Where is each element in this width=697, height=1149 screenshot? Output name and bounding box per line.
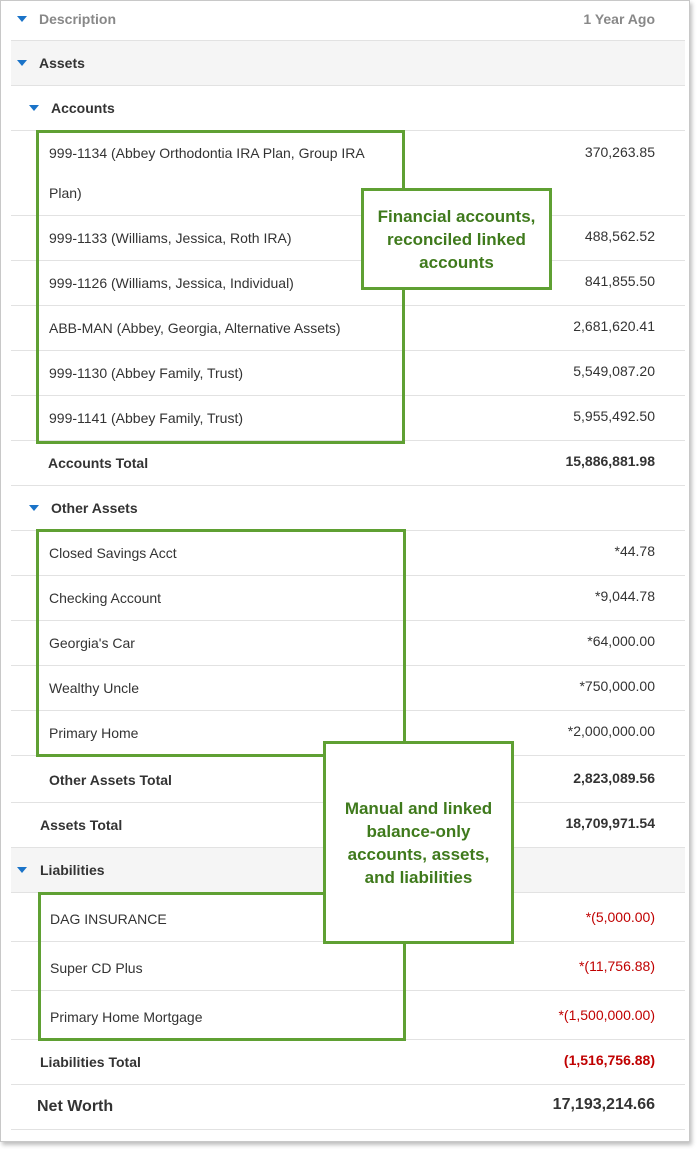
net-worth-label: Net Worth [37,1098,114,1115]
account-name[interactable]: 999-1126 (Williams, Jessica, Individual) [49,275,294,291]
asset-name[interactable]: Wealthy Uncle [49,680,140,696]
assets-section-header[interactable] [11,41,685,86]
assets-total-value: 18,709,971.54 [565,815,655,831]
other-assets-total-label: Other Assets Total [49,772,172,788]
asset-name[interactable]: Primary Home [49,725,139,741]
chevron-down-icon[interactable] [29,105,39,111]
accounts-total-label: Accounts Total [48,455,149,471]
asset-value: *44.78 [614,543,655,559]
period-column-header[interactable]: 1 Year Ago [583,11,655,27]
other-assets-subsection-header[interactable] [11,486,685,531]
account-value: 488,562.52 [584,228,655,244]
account-value: 370,263.85 [584,144,655,160]
account-name[interactable]: 999-1134 (Abbey Orthodontia IRA Plan, Group IRA [49,145,365,161]
account-name-continued[interactable]: Plan) [49,185,82,201]
chevron-down-icon[interactable] [29,505,39,511]
account-name[interactable]: 999-1141 (Abbey Family, Trust) [49,410,244,426]
callout-line: and liabilities [364,867,473,887]
account-value: 2,681,620.41 [573,318,655,334]
callout-line: Financial accounts, [377,206,536,226]
liability-value: *(11,756.88) [578,958,655,974]
accounts-total-value: 15,886,881.98 [565,453,655,469]
asset-name[interactable]: Checking Account [49,590,162,606]
liabilities-label: Liabilities [40,862,105,878]
callout-line: balance-only [366,821,471,841]
accounts-subsection-header[interactable] [11,86,685,131]
account-name[interactable]: ABB-MAN (Abbey, Georgia, Alternative Assets) [49,320,341,336]
callout-line: accounts, assets, [347,844,490,864]
liabilities-total-row [11,1040,685,1085]
chevron-down-icon[interactable] [17,867,27,873]
asset-value: *750,000.00 [579,678,655,694]
net-worth-row [11,1085,685,1130]
column-header-row [11,1,685,41]
accounts-total-row [11,441,685,486]
financial-accounts-callout [361,188,552,290]
financial-accounts-highlight-box [36,130,405,444]
account-name[interactable]: 999-1133 (Williams, Jessica, Roth IRA) [49,230,292,246]
other-assets-label: Other Assets [51,500,138,516]
collapse-caret-icon[interactable] [17,16,27,22]
manual-accounts-callout [323,741,514,944]
liability-value: *(5,000.00) [585,909,655,925]
account-value: 841,855.50 [584,273,655,289]
asset-value: *64,000.00 [587,633,655,649]
liability-name[interactable]: DAG INSURANCE [50,911,167,927]
liability-value: *(1,500,000.00) [558,1007,655,1023]
account-name[interactable]: 999-1130 (Abbey Family, Trust) [49,365,244,381]
account-value: 5,955,492.50 [573,408,655,424]
liability-name[interactable]: Primary Home Mortgage [50,1009,203,1025]
callout-line: accounts [419,252,494,272]
net-worth-value: 17,193,214.66 [552,1096,655,1113]
asset-value: *9,044.78 [595,588,655,604]
callout-line: reconciled linked [387,229,526,249]
liability-name[interactable]: Super CD Plus [50,960,143,976]
assets-label: Assets [39,55,85,71]
asset-value: *2,000,000.00 [567,723,655,739]
asset-name[interactable]: Georgia's Car [49,635,135,651]
account-value: 5,549,087.20 [573,363,655,379]
callout-line: Manual and linked [344,798,493,818]
other-assets-highlight-box [36,529,406,757]
accounts-label: Accounts [51,100,115,116]
asset-name[interactable]: Closed Savings Acct [49,545,177,561]
assets-total-label: Assets Total [40,817,123,833]
other-assets-total-value: 2,823,089.56 [573,770,655,786]
chevron-down-icon[interactable] [17,60,27,66]
description-column-header[interactable]: Description [39,11,117,27]
liabilities-total-value: (1,516,756.88) [563,1052,655,1068]
liabilities-total-label: Liabilities Total [40,1054,141,1070]
